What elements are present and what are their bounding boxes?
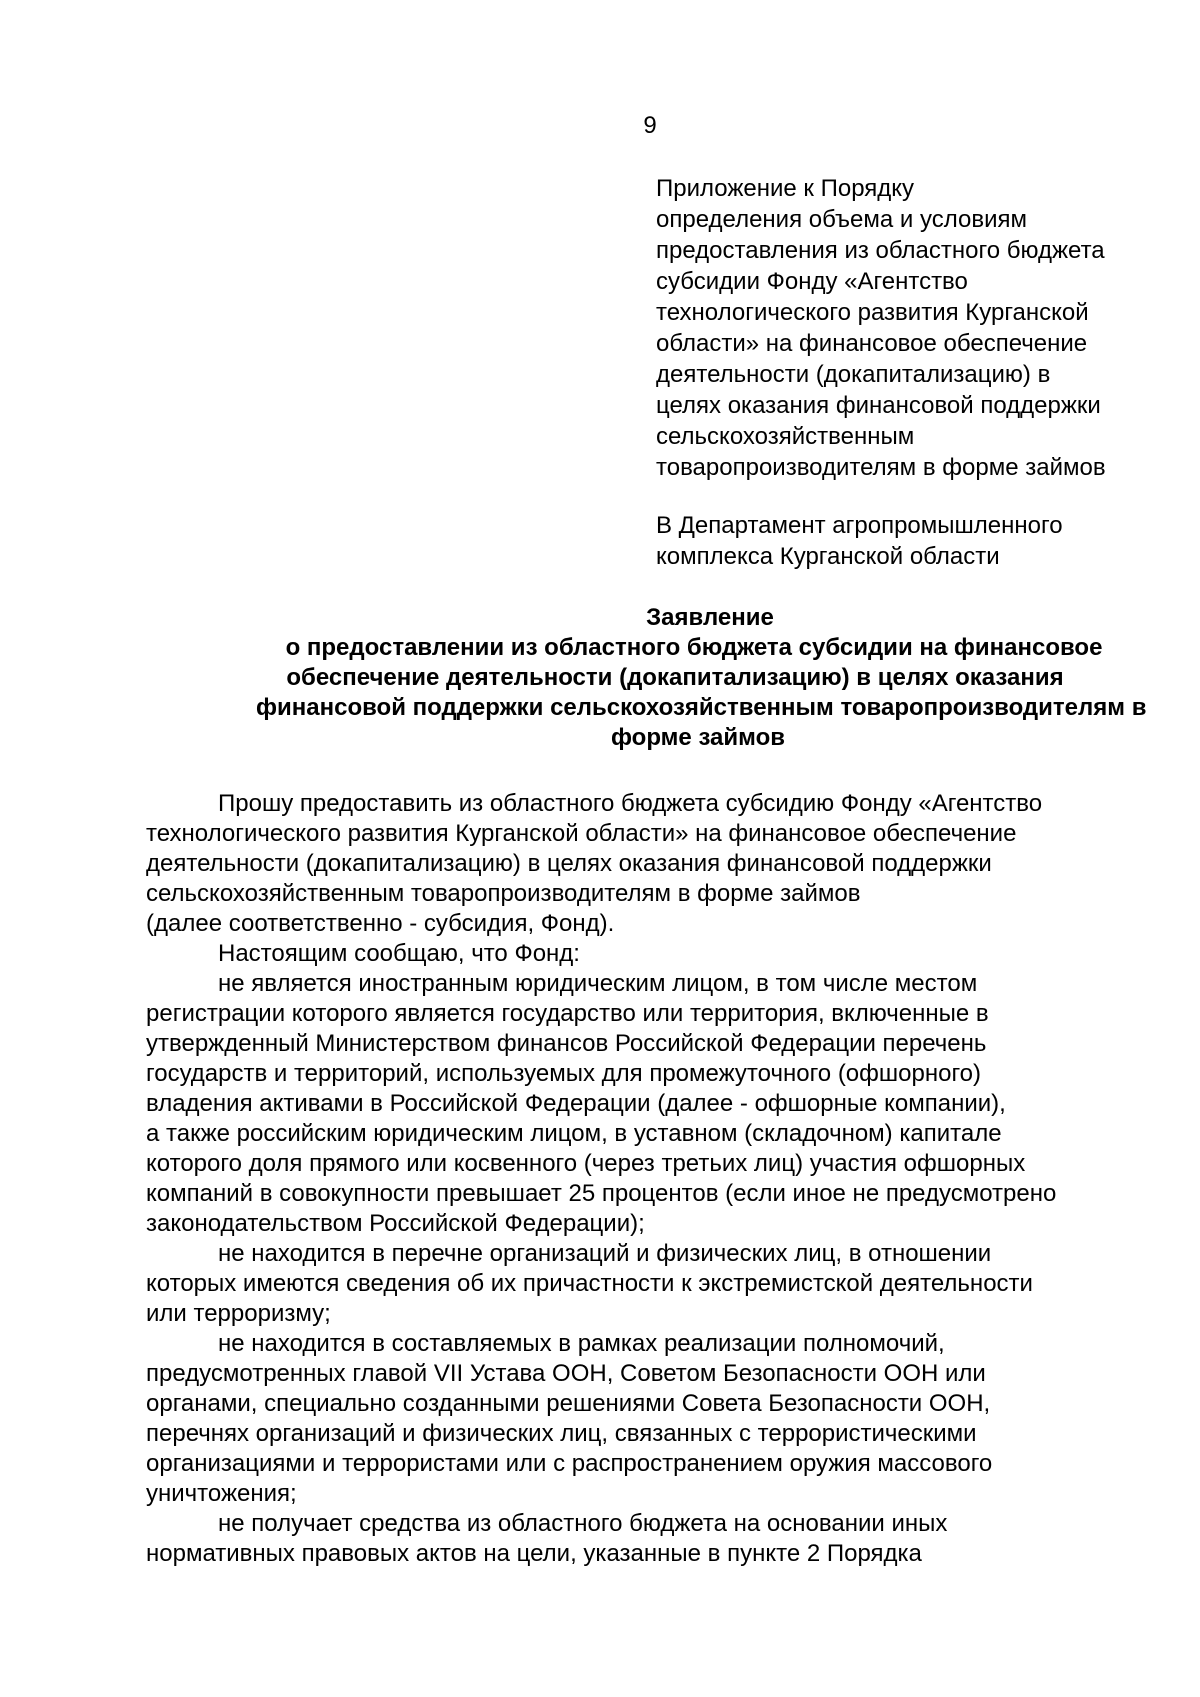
page-number: 9: [643, 112, 657, 139]
body-line: Прошу предоставить из областного бюджета субсидию Фонду «Агентство: [218, 790, 1043, 817]
body-line: не находится в перечне организаций и физических лиц, в отношении: [218, 1240, 992, 1267]
body-line: государств и территорий, используемых для промежуточного (офшорного): [146, 1060, 982, 1087]
body-line: уничтожения;: [146, 1480, 297, 1507]
body-line: органами, специально созданными решениями Совета Безопасности ООН,: [146, 1390, 991, 1417]
body-line: перечнях организаций и физических лиц, связанных с террористическими: [146, 1420, 977, 1447]
title-line: обеспечение деятельности (докапитализацию) в целях оказания: [286, 664, 1064, 691]
body-line: регистрации которого является государство или территория, включенные в: [146, 1000, 989, 1027]
appendix-line: сельскохозяйственным: [656, 423, 915, 450]
body-line: а также российским юридическим лицом, в уставном (складочном) капитале: [146, 1120, 1002, 1147]
body-line: технологического развития Курганской области» на финансовое обеспечение: [146, 820, 1017, 847]
document-title: [140, 603, 1147, 753]
appendix-line: предоставления из областного бюджета: [656, 237, 1105, 264]
title-line: форме займов: [610, 724, 786, 751]
title-heading: Заявление: [646, 604, 774, 631]
title-line: о предоставлении из областного бюджета субсидии на финансовое: [285, 634, 1103, 661]
body-line: законодательством Российской Федерации);: [146, 1210, 645, 1237]
body-line: не находится в составляемых в рамках реализации полномочий,: [218, 1330, 945, 1357]
appendix-line: Приложение к Порядку: [656, 175, 915, 202]
body-line: не получает средства из областного бюджета на основании иных: [218, 1510, 948, 1537]
addressee-line: комплекса Курганской области: [656, 543, 1000, 570]
appendix-header: [656, 173, 1166, 483]
body-line: организациями и террористами или с распространением оружия массового: [146, 1450, 993, 1477]
title-line: финансовой поддержки сельскохозяйственным товаропроизводителям в: [256, 694, 1147, 721]
body-line: утвержденный Министерством финансов Российской Федерации перечень: [146, 1030, 987, 1057]
addressee-block: [656, 510, 1166, 572]
body-line: нормативных правовых актов на цели, указанные в пункте 2 Порядка: [146, 1540, 922, 1567]
body-line: владения активами в Российской Федерации (далее - офшорные компании),: [146, 1090, 1006, 1117]
appendix-line: технологического развития Курганской: [656, 299, 1089, 326]
body-text: [146, 789, 1146, 1569]
appendix-line: области» на финансовое обеспечение: [656, 330, 1088, 357]
body-line: Настоящим сообщаю, что Фонд:: [218, 940, 580, 967]
body-line: сельскохозяйственным товаропроизводителям в форме займов: [146, 880, 861, 907]
body-line: которых имеются сведения об их причастности к экстремистской деятельности: [146, 1270, 1033, 1297]
body-line: предусмотренных главой VII Устава ООН, Советом Безопасности ООН или: [146, 1360, 986, 1387]
appendix-line: товаропроизводителям в форме займов: [656, 454, 1106, 481]
body-line: которого доля прямого или косвенного (через третьих лиц) участия офшорных: [146, 1150, 1026, 1177]
appendix-line: субсидии Фонду «Агентство: [656, 268, 968, 295]
addressee-line: В Департамент агропромышленного: [656, 512, 1063, 539]
appendix-line: деятельности (докапитализацию) в: [656, 361, 1051, 388]
appendix-line: определения объема и условиям: [656, 206, 1027, 233]
body-line: (далее соответственно - субсидия, Фонд).: [146, 910, 615, 937]
body-line: компаний в совокупности превышает 25 процентов (если иное не предусмотрено: [146, 1180, 1057, 1207]
body-line: деятельности (докапитализацию) в целях оказания финансовой поддержки: [146, 850, 992, 877]
body-line: не является иностранным юридическим лицом, в том числе местом: [218, 970, 978, 997]
appendix-line: целях оказания финансовой поддержки: [656, 392, 1101, 419]
body-line: или терроризму;: [146, 1300, 331, 1327]
